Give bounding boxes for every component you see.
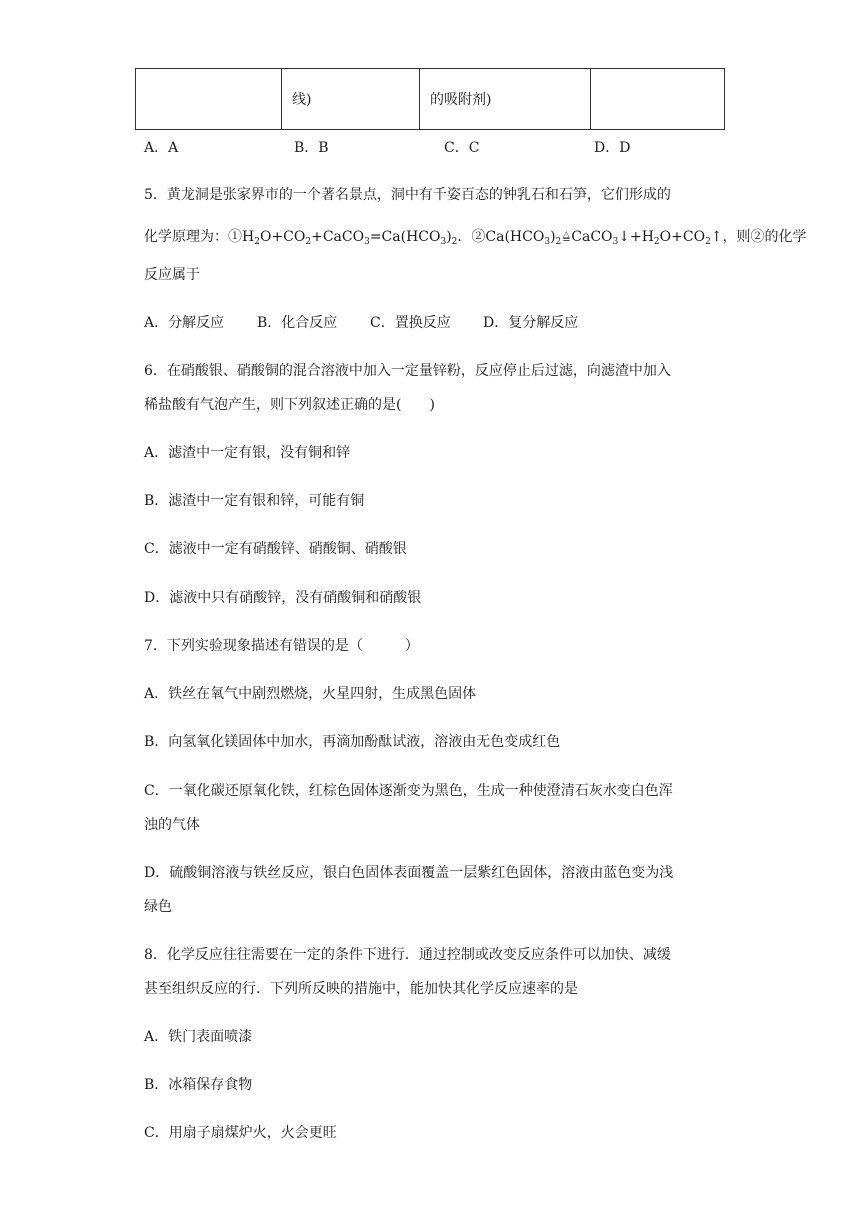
formula-text: O+CO: [659, 229, 706, 245]
formula-subscript: 2: [254, 237, 260, 247]
q4-option-a: A．A: [144, 140, 179, 156]
q5-equation-line: [144, 225, 807, 247]
formula-subscript: 3: [364, 237, 370, 247]
table-cell: [136, 69, 282, 130]
q8-option-b: B．冰箱保存食物: [144, 1077, 253, 1093]
formula-text: ．②Ca(HCO: [457, 229, 545, 245]
q4-option-d: D．D: [594, 140, 631, 156]
q8-option-c: C．用扇子扇煤炉火，火会更旺: [144, 1125, 337, 1141]
answer-table-fragment: [135, 68, 725, 130]
q7-option-d-line1: D．硫酸铜溶液与铁丝反应，银白色固体表面覆盖一层紫红色固体，溶液由蓝色变为浅: [144, 865, 674, 881]
q6-option-b: B．滤渣中一定有银和锌，可能有铜: [144, 493, 365, 509]
formula-text: ↓+H: [618, 229, 654, 245]
q5-option-b: B．化合反应: [257, 315, 338, 331]
q5-option-d: D．复分解反应: [483, 315, 579, 331]
q8-stem-line2: 甚至组织反应的行．下列所反映的措施中，能加快其化学反应速率的是: [144, 981, 578, 997]
formula-subscript: 3: [544, 237, 551, 247]
q6-option-d: D．滤液中只有硝酸锌，没有硝酸铜和硝酸银: [144, 590, 422, 606]
q4-option-b: B．B: [294, 140, 329, 156]
q4-option-c: C．C: [444, 140, 480, 156]
formula-text: H: [242, 229, 255, 245]
q6-stem-line1: 6．在硝酸银、硝酸铜的混合溶液中加入一定量锌粉，反应停止后过滤，向滤渣中加入: [144, 363, 671, 379]
q5-options: [144, 313, 578, 333]
table-row: [136, 69, 725, 130]
q6-option-a: A．滤渣中一定有银，没有铜和锌: [144, 445, 351, 461]
q8-option-a: A．铁门表面喷漆: [144, 1029, 253, 1045]
table-cell: [591, 69, 725, 130]
formula-text: O+CO: [259, 229, 306, 245]
formula-subscript: 2: [451, 237, 458, 247]
q7-option-c-line1: C．一氧化碳还原氧化铁，红棕色固体逐渐变为黑色，生成一种使澄清石灰水变白色浑: [144, 783, 673, 799]
q5-option-a: A．分解反应: [144, 315, 225, 331]
formula-subscript: 3: [612, 237, 619, 247]
formula-text: ↑，则②的化学: [710, 229, 807, 245]
q8-stem-line1: 8．化学反应往往需要在一定的条件下进行．通过控制或改变反应条件可以加快、减缓: [144, 947, 671, 963]
q7-option-a: A．铁丝在氧气中剧烈燃烧，火星四射，生成黑色固体: [144, 686, 477, 702]
q7-stem: 7．下列实验现象描述有错误的是（ ）: [144, 638, 419, 654]
q5-stem-line1: 5．黄龙洞是张家界市的一个著名景点，洞中有千姿百态的钟乳石和石笋，它们形成的: [144, 187, 671, 203]
formula-subscript: 2: [705, 237, 711, 247]
formula-text: ): [446, 229, 452, 245]
formula-text: CaCO: [571, 229, 613, 245]
q5-stem-line3: 反应属于: [144, 267, 200, 283]
formula-text: =Ca(HCO: [369, 229, 441, 245]
q5-text: 化学原理为：①: [144, 229, 242, 245]
q4-options: [144, 138, 630, 158]
q7-option-b: B．向氢氧化镁固体中加水，再滴加酚酞试液，溶液由无色变成红色: [144, 734, 561, 750]
formula-text: ): [550, 229, 556, 245]
table-cell: 的吸附剂): [420, 69, 591, 130]
table-cell: 线): [282, 69, 420, 130]
formula-subscript: 2: [305, 237, 312, 247]
q7-option-c-line2: 浊的气体: [144, 817, 200, 833]
formula-text: +CaCO: [311, 229, 365, 245]
formula-subscript: 3: [440, 237, 447, 247]
q6-option-c: C．滤液中一定有硝酸锌、硝酸铜、硝酸银: [144, 541, 407, 557]
q7-option-d-line2: 绿色: [144, 899, 172, 915]
q5-option-c: C．置换反应: [370, 315, 451, 331]
heat-condition-symbol: △ =: [561, 225, 571, 245]
q6-stem-line2: 稀盐酸有气泡产生，则下列叙述正确的是( ): [144, 397, 435, 413]
formula-subscript: 2: [555, 237, 562, 247]
formula-subscript: 2: [653, 237, 660, 247]
